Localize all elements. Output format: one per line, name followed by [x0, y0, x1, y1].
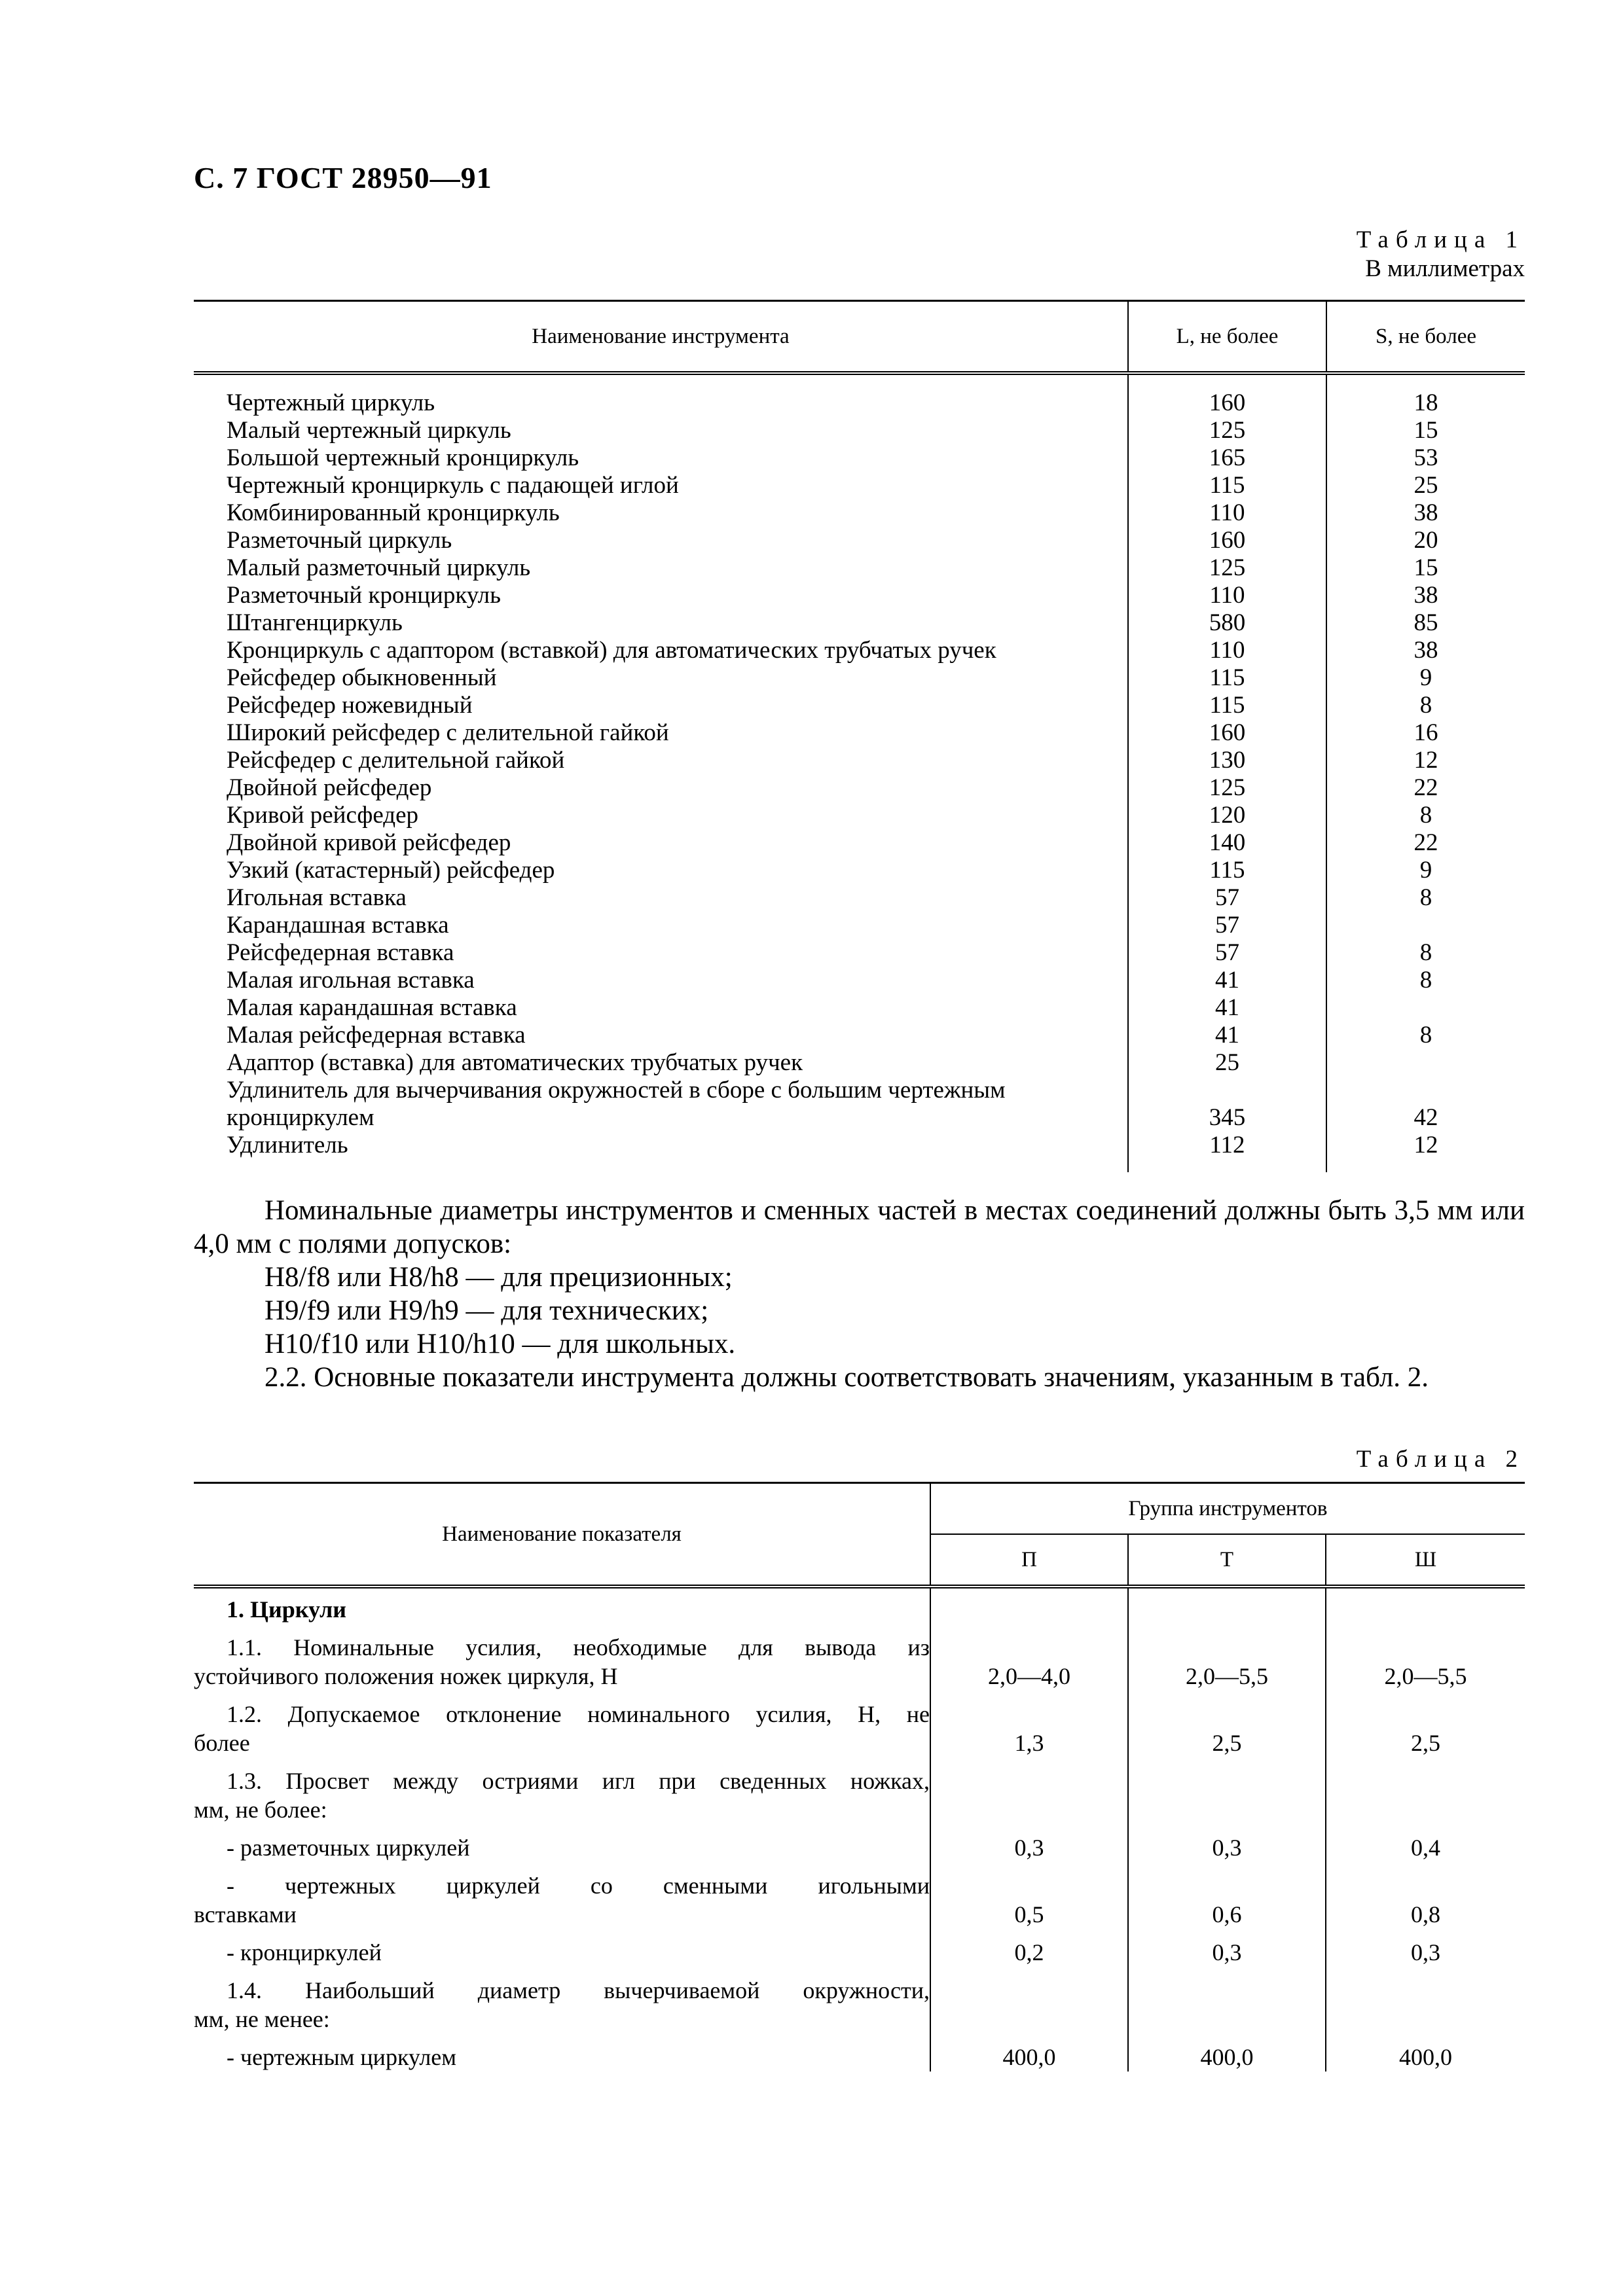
- group-p-value: 1,3: [930, 1691, 1128, 1757]
- table2-body: [194, 1587, 1525, 2072]
- size-value: 15: [1326, 554, 1525, 582]
- table-row: [194, 2034, 1525, 2072]
- group-sh-value: 0,3: [1326, 1929, 1525, 1967]
- indicator-name: 1.2. Допускаемое отклонение номинального усилия, Н, не более: [194, 1701, 930, 1756]
- group-p-value: 2,0—4,0: [930, 1624, 1128, 1691]
- table-row: [194, 1049, 1525, 1077]
- table-row: [194, 527, 1525, 554]
- table-row: [194, 912, 1525, 939]
- length-value: 25: [1128, 1049, 1326, 1077]
- group-p-value: [930, 1757, 1128, 1824]
- instrument-name: Малая карандашная вставка: [227, 994, 517, 1021]
- size-value: 22: [1326, 774, 1525, 802]
- group-sh-value: 0,8: [1326, 1862, 1525, 1929]
- instrument-name: Узкий (катастерный) рейсфедер: [227, 857, 555, 884]
- length-value: 345: [1128, 1077, 1326, 1132]
- indicator-name: - разметочных циркулей: [227, 1835, 470, 1861]
- instrument-name: Малая игольная вставка: [227, 967, 475, 994]
- group-sh-value: [1326, 1967, 1525, 2034]
- group-t-value: [1128, 1967, 1326, 2034]
- size-value: 8: [1326, 939, 1525, 967]
- instrument-name: Штангенциркуль: [227, 609, 403, 636]
- table2-col-group: Группа инструментов: [930, 1483, 1525, 1535]
- length-value: 41: [1128, 994, 1326, 1022]
- table-row: [194, 1077, 1525, 1132]
- instrument-name: Рейсфедер ножевидный: [227, 692, 473, 719]
- size-value: 15: [1326, 417, 1525, 444]
- length-value: 115: [1128, 472, 1326, 499]
- length-value: 140: [1128, 829, 1326, 857]
- group-t-value: 2,5: [1128, 1691, 1326, 1757]
- table-row: [194, 939, 1525, 967]
- table-row: [194, 967, 1525, 994]
- indicator-name: 1.4. Наибольший диаметр вычерчиваемой окружности, мм, не менее:: [194, 1977, 930, 2032]
- length-value: 57: [1128, 884, 1326, 912]
- size-value: 8: [1326, 884, 1525, 912]
- table-row: [194, 609, 1525, 637]
- table-row: [194, 499, 1525, 527]
- size-value: 25: [1326, 472, 1525, 499]
- length-value: 160: [1128, 719, 1326, 747]
- table-row: [194, 747, 1525, 774]
- table-row: [194, 994, 1525, 1022]
- group-sh-value: 0,4: [1326, 1824, 1525, 1862]
- indicator-name: 1.1. Номинальные усилия, необходимые для вывода из устойчивого положения ножек циркуля, Н: [194, 1634, 930, 1689]
- table1-col-l: L, не более: [1128, 301, 1326, 374]
- group-t-value: 0,3: [1128, 1929, 1326, 1967]
- indicator-name: 1.3. Просвет между остриями игл при сведенных ножках, мм, не более:: [194, 1768, 930, 1823]
- page-header: С. 7 ГОСТ 28950—91: [194, 161, 492, 194]
- group-p-value: 0,5: [930, 1862, 1128, 1929]
- size-value: [1326, 994, 1525, 1022]
- length-value: 130: [1128, 747, 1326, 774]
- table1-body: [194, 373, 1525, 1172]
- table-row: [194, 582, 1525, 609]
- length-value: 125: [1128, 774, 1326, 802]
- table-row: [194, 554, 1525, 582]
- table1-caption-block: [1357, 226, 1525, 283]
- table-row: [194, 1691, 1525, 1757]
- size-value: 42: [1326, 1077, 1525, 1132]
- size-value: 8: [1326, 967, 1525, 994]
- group-p-value: [930, 1967, 1128, 2034]
- size-value: 18: [1326, 373, 1525, 417]
- length-value: 110: [1128, 499, 1326, 527]
- table2-col-p: П: [930, 1534, 1128, 1587]
- paragraph-2-2: 2.2. Основные показатели инструмента должны соответствовать значениям, указанным в табл. 2.: [264, 1362, 1429, 1393]
- size-value: 12: [1326, 1132, 1525, 1172]
- instrument-name: Рейсфедерная вставка: [227, 939, 454, 966]
- table-row: [194, 692, 1525, 719]
- group-p-value: 0,2: [930, 1929, 1128, 1967]
- indicator-name: - кронциркулей: [227, 1939, 382, 1965]
- group-p-value: 400,0: [930, 2034, 1128, 2072]
- table-row: [194, 373, 1525, 417]
- table-row: [194, 884, 1525, 912]
- table-row: [194, 637, 1525, 664]
- length-value: 165: [1128, 444, 1326, 472]
- length-value: 57: [1128, 939, 1326, 967]
- group-t-value: 400,0: [1128, 2034, 1326, 2072]
- table1-units: В миллиметрах: [1365, 255, 1525, 282]
- instrument-name: Карандашная вставка: [227, 912, 449, 939]
- table-row: [194, 1824, 1525, 1862]
- table-row: [194, 1022, 1525, 1049]
- indicator-name: - чертежных циркулей со сменными игольными вставками: [194, 1873, 930, 1928]
- size-value: 9: [1326, 857, 1525, 884]
- size-value: 16: [1326, 719, 1525, 747]
- instrument-name: Чертежный кронциркуль с падающей иглой: [227, 472, 679, 499]
- length-value: 115: [1128, 857, 1326, 884]
- table-row: [194, 472, 1525, 499]
- table-row: [194, 1624, 1525, 1691]
- instrument-name: Двойной кривой рейсфедер: [227, 829, 511, 856]
- group-t-value: 0,6: [1128, 1862, 1326, 1929]
- size-value: 85: [1326, 609, 1525, 637]
- instrument-name: Кривой рейсфедер: [227, 802, 419, 829]
- length-value: 120: [1128, 802, 1326, 829]
- table2-col-name: Наименование показателя: [194, 1483, 930, 1587]
- size-value: 22: [1326, 829, 1525, 857]
- size-value: 20: [1326, 527, 1525, 554]
- group-t-value: [1128, 1757, 1326, 1824]
- instrument-name: Малая рейсфедерная вставка: [227, 1022, 526, 1049]
- instrument-name: Двойной рейсфедер: [227, 774, 432, 801]
- size-value: [1326, 1049, 1525, 1077]
- tolerance-school: H10/f10 или H10/h10 — для школьных.: [264, 1329, 736, 1359]
- length-value: 125: [1128, 554, 1326, 582]
- table-row: [194, 829, 1525, 857]
- group-sh-value: 400,0: [1326, 2034, 1525, 2072]
- table2-col-sh: Ш: [1326, 1534, 1525, 1587]
- instrument-name: Чертежный циркуль: [227, 389, 435, 416]
- group-t-value: 0,3: [1128, 1824, 1326, 1862]
- table1-header-row: [194, 301, 1525, 374]
- length-value: 115: [1128, 664, 1326, 692]
- group-t-value: 2,0—5,5: [1128, 1624, 1326, 1691]
- table2-section-title: 1. Циркули: [227, 1596, 347, 1623]
- table1-col-name: Наименование инструмента: [194, 301, 1128, 374]
- length-value: 41: [1128, 1022, 1326, 1049]
- size-value: 9: [1326, 664, 1525, 692]
- table-row: [194, 719, 1525, 747]
- instrument-name: Малый разметочный циркуль: [227, 554, 531, 581]
- group-sh-value: [1326, 1757, 1525, 1824]
- length-value: 125: [1128, 417, 1326, 444]
- instrument-name: Разметочный циркуль: [227, 527, 452, 554]
- size-value: 38: [1326, 582, 1525, 609]
- table-row: [194, 664, 1525, 692]
- table1-caption: Таблица 1: [1356, 226, 1525, 253]
- length-value: 580: [1128, 609, 1326, 637]
- size-value: 8: [1326, 692, 1525, 719]
- instrument-name: Широкий рейсфедер с делительной гайкой: [227, 719, 669, 746]
- table-row: [194, 417, 1525, 444]
- length-value: 115: [1128, 692, 1326, 719]
- table2-header-row-1: [194, 1483, 1525, 1535]
- table2: [194, 1482, 1525, 2072]
- table-row: [194, 857, 1525, 884]
- instrument-name: Малый чертежный циркуль: [227, 417, 511, 444]
- size-value: 8: [1326, 1022, 1525, 1049]
- size-value: 38: [1326, 637, 1525, 664]
- instrument-name: Удлинитель: [227, 1132, 348, 1158]
- length-value: 112: [1128, 1132, 1326, 1172]
- instrument-name: Комбинированный кронциркуль: [227, 499, 560, 526]
- group-sh-value: 2,0—5,5: [1326, 1624, 1525, 1691]
- table-row: [194, 1132, 1525, 1172]
- tolerance-precision: H8/f8 или H8/h8 — для прецизионных;: [264, 1262, 733, 1293]
- size-value: [1326, 912, 1525, 939]
- length-value: 110: [1128, 582, 1326, 609]
- length-value: 110: [1128, 637, 1326, 664]
- paragraph-diameters: Номинальные диаметры инструментов и сменных частей в местах соединений должны быть 3,5 мм или 4,0 мм с полями допусков:: [194, 1195, 1525, 1259]
- table2-col-t: Т: [1128, 1534, 1326, 1587]
- table-row: [194, 774, 1525, 802]
- group-p-value: 0,3: [930, 1824, 1128, 1862]
- table-row: [194, 802, 1525, 829]
- length-value: 160: [1128, 527, 1326, 554]
- length-value: 57: [1128, 912, 1326, 939]
- instrument-name: Большой чертежный кронциркуль: [227, 444, 579, 471]
- instrument-name: Адаптор (вставка) для автоматических трубчатых ручек: [227, 1049, 803, 1076]
- table-row: [194, 1929, 1525, 1967]
- instrument-name: Кронциркуль с адаптором (вставкой) для автоматических трубчатых ручек: [227, 637, 996, 664]
- instrument-name: Разметочный кронциркуль: [227, 582, 501, 609]
- table2-caption: Таблица 2: [1356, 1446, 1525, 1473]
- size-value: 12: [1326, 747, 1525, 774]
- length-value: 160: [1128, 373, 1326, 417]
- instrument-name: Рейсфедер с делительной гайкой: [227, 747, 565, 774]
- tolerance-text: [194, 1194, 1525, 1394]
- table1-col-s: S, не более: [1326, 301, 1525, 374]
- group-sh-value: 2,5: [1326, 1691, 1525, 1757]
- indicator-name: - чертежным циркулем: [227, 2044, 457, 2070]
- instrument-name: Игольная вставка: [227, 884, 407, 911]
- size-value: 53: [1326, 444, 1525, 472]
- size-value: 8: [1326, 802, 1525, 829]
- table-row: [194, 1757, 1525, 1824]
- table2-section-row: [194, 1587, 1525, 1624]
- table-row: [194, 1862, 1525, 1929]
- table-row: [194, 444, 1525, 472]
- length-value: 41: [1128, 967, 1326, 994]
- tolerance-technical: H9/f9 или H9/h9 — для технических;: [264, 1295, 709, 1326]
- table-row: [194, 1967, 1525, 2034]
- instrument-name: Удлинитель для вычерчивания окружностей в сборе с большим чертежным кронциркулем: [227, 1077, 1006, 1131]
- instrument-name: Рейсфедер обыкновенный: [227, 664, 497, 691]
- size-value: 38: [1326, 499, 1525, 527]
- table1: [194, 300, 1525, 1172]
